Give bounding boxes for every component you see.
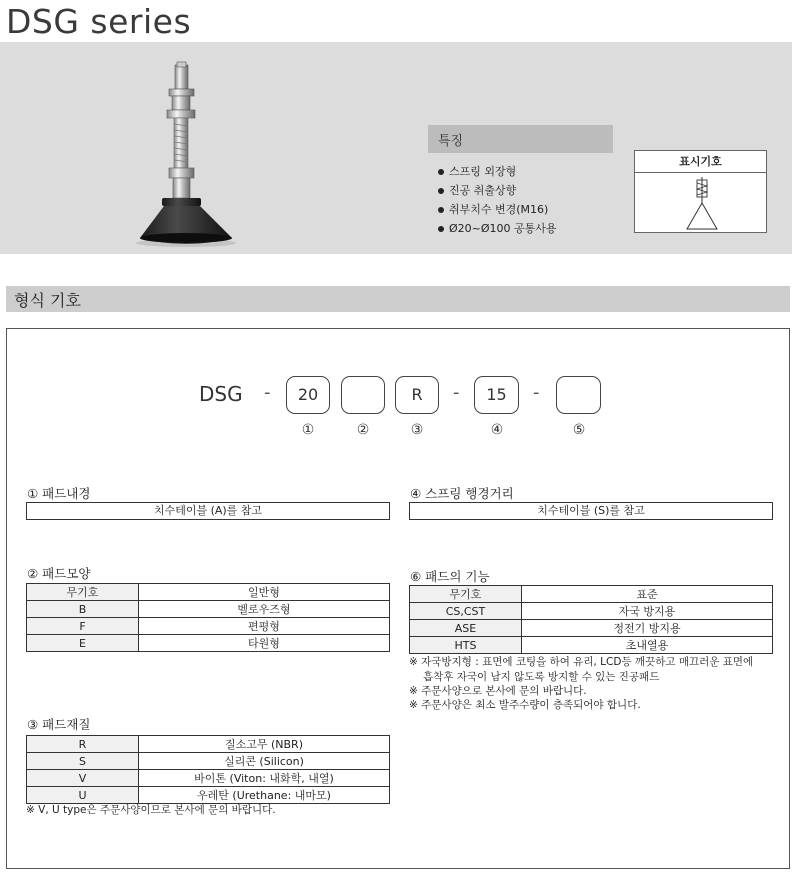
features-heading: 특징 xyxy=(428,125,613,153)
code-dash: - xyxy=(533,382,540,403)
pad-function-label: ⑥ 패드의 기능 xyxy=(410,569,490,584)
table-row: 무기호 일반형 xyxy=(27,584,390,601)
bullet-icon xyxy=(438,226,444,232)
marker-2: ② xyxy=(356,422,370,438)
table-row: U 우레탄 (Urethane: 내마모) xyxy=(27,787,390,804)
pad-material-label: ③ 패드재질 xyxy=(27,717,91,732)
page-title: DSG series xyxy=(6,2,192,41)
code-dash: - xyxy=(264,382,271,403)
table-row: R 질소고무 (NBR) xyxy=(27,736,390,753)
bullet-icon xyxy=(438,207,444,213)
symbol-box xyxy=(634,150,767,233)
code-box-pad-diameter: 20 xyxy=(286,376,330,414)
feature-item: 취부치수 변경(M16) xyxy=(438,201,548,217)
pad-function-note: 흡착후 자국이 남지 않도록 방지할 수 있는 진공패드 xyxy=(423,671,660,683)
feature-item: Ø20~Ø100 공통사용 xyxy=(438,220,557,236)
table-row: V 바이톤 (Viton: 내화학, 내열) xyxy=(27,770,390,787)
section-heading-bar: 형식 기호 xyxy=(6,286,790,312)
table-row: B 벨로우즈형 xyxy=(27,601,390,618)
bullet-icon xyxy=(438,188,444,194)
marker-4: ④ xyxy=(490,422,504,438)
pad-diameter-label: ① 패드내경 xyxy=(27,486,91,501)
pad-material-note: ※ V, U type은 주문사양이므로 본사에 문의 바랍니다. xyxy=(26,804,276,816)
pad-diameter-value: 치수테이블 (A)를 참고 xyxy=(26,502,390,520)
bullet-icon xyxy=(438,169,444,175)
vacuum-pad-product-image xyxy=(128,60,243,250)
code-box-pad-function xyxy=(556,376,601,414)
table-row: F 편평형 xyxy=(27,618,390,635)
pad-shape-label: ② 패드모양 xyxy=(27,566,91,581)
table-row: 무기호 표준 xyxy=(410,586,773,603)
symbol-heading: 표시기호 xyxy=(635,151,766,173)
model-code-frame xyxy=(6,328,790,869)
feature-item: 진공 취출상향 xyxy=(438,182,516,198)
marker-1: ① xyxy=(301,422,315,438)
pad-function-note: ※ 주문사양은 최소 발주수량이 층족되어야 합니다. xyxy=(409,699,641,711)
code-box-pad-material: R xyxy=(395,376,439,414)
table-row: ASE 정전기 방지용 xyxy=(410,620,773,637)
spring-stroke-label: ④ 스프링 행경거리 xyxy=(410,486,514,501)
marker-3: ③ xyxy=(410,422,424,438)
table-row: HTS 초내열용 xyxy=(410,637,773,654)
pad-function-table xyxy=(409,585,773,654)
pad-material-table xyxy=(26,735,390,804)
table-row: S 실리콘 (Silicon) xyxy=(27,753,390,770)
feature-item: 스프링 외장형 xyxy=(438,163,516,179)
pad-shape-table xyxy=(26,583,390,652)
table-row: CS,CST 자국 방지용 xyxy=(410,603,773,620)
code-box-spring-stroke: 15 xyxy=(474,376,519,414)
code-dash: - xyxy=(453,382,460,403)
model-prefix: DSG xyxy=(199,382,243,406)
table-row: E 타원형 xyxy=(27,635,390,652)
code-box-pad-shape xyxy=(341,376,385,414)
pad-function-note: ※ 주문사양으로 본사에 문의 바랍니다. xyxy=(409,685,587,697)
vacuum-pad-symbol-icon xyxy=(685,177,719,231)
marker-5: ⑤ xyxy=(572,422,586,438)
spring-stroke-value: 치수테이블 (S)를 참고 xyxy=(409,502,773,520)
pad-function-note: ※ 자국방지형 : 표면에 코팅을 하여 유리, LCD등 깨끗하고 매끄러운 표면에 xyxy=(409,656,754,668)
